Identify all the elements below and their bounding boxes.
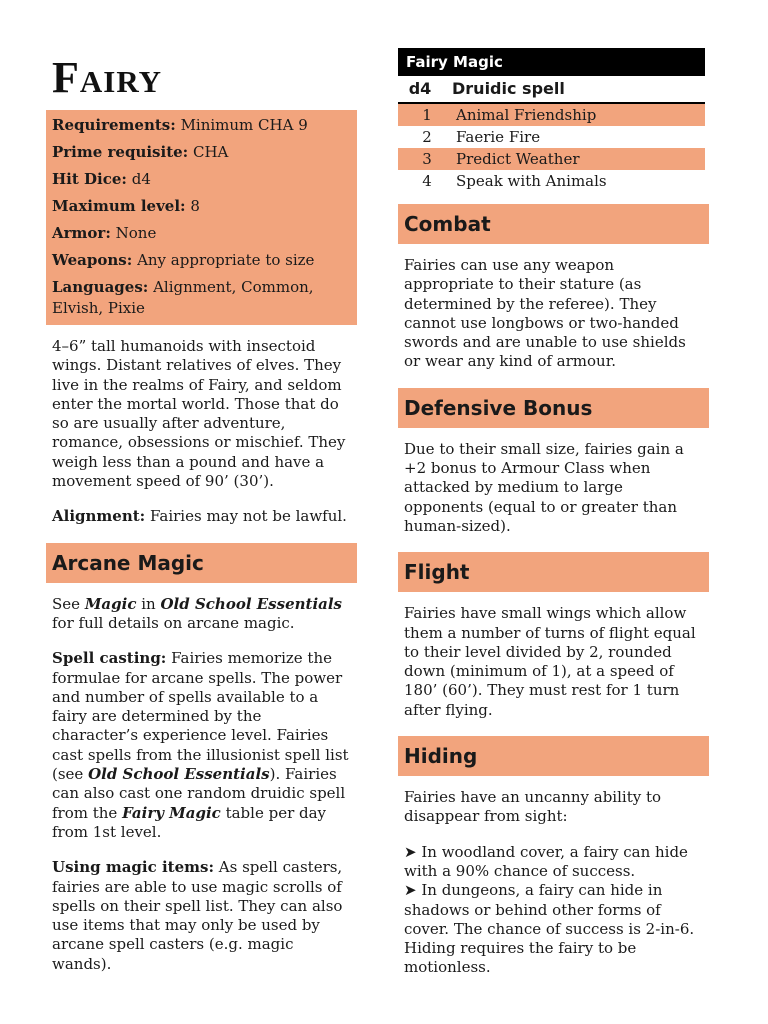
text-run: in [136,594,161,613]
roll-cell: 4 [422,172,432,190]
stat-maximum-level [52,196,351,217]
magic-items-text: As spell casters, fairies are able to use magic scrolls of spells on their spell list. They can also use items that may only be used by arcane spell casters (e.g. magic wands). [52,858,343,973]
spell-casting-paragraph [46,649,357,842]
spell-cell: Faerie Fire [456,128,541,146]
roll-cell: 3 [422,150,432,168]
hiding-dungeons: ➤ In dungeons, a fairy can hide in shadows or behind other forms of cover. The chance of success is 2-in-6. Hiding requires the fairy to be motionless. [404,881,695,977]
spacer [398,192,709,204]
right-column [398,48,709,978]
spacer [46,633,357,649]
description-paragraph: 4–6” tall humanoids with insectoid wings. Distant relatives of elves. They live in the realms of Fairy, and seldom enter the mortal world. Those that do so are usually after adventure, romance, obsessions or mischief. They weigh less than a pound and have a movement speed of 90’ (30’). [52,337,346,491]
text-run: See [52,594,85,613]
defensive-bonus-heading: Defensive Bonus [398,388,709,428]
spell-cell: Animal Friendship [456,106,597,124]
spacer [398,776,709,788]
spacer [398,244,709,256]
text-run: table per day from 1st level. [52,803,327,841]
defensive-bonus-paragraph: Due to their small size, fairies gain a +2 bonus to Armour Class when attacked by medium to large opponents (equal to or greater than human-sized). [404,439,684,535]
stat-requirements [52,115,351,136]
arcane-magic-intro [46,595,357,634]
flight-paragraph: Fairies have small wings which allow them a number of turns of flight equal to their level divided by 2, rounded down (minimum of 1), at a speed of 180’ (60’). They must rest for 1 turn after flying. [404,604,696,719]
spacer [46,527,357,543]
magic-ref: Magic [84,594,137,613]
table-title: Fairy Magic [398,48,705,76]
spacer [398,827,709,843]
text-run: Fairies memorize the formulae for arcane spells. The power and number of spells available to a fairy are determined by the character’s experience level. Fairies cast spells from the illusionist spell list (see [52,649,349,784]
text-run: ). Fairies can also cast one random druidic spell from the [52,765,346,822]
spacer [46,491,357,507]
spacer [46,325,357,337]
book-ref: Old School Essentials [88,765,270,784]
hiding-woodland: ➤ In woodland cover, a fairy can hide with a 90% chance of success. [404,842,688,880]
stat-armor [52,223,351,244]
stat-box [46,110,357,325]
text-run: for full details on arcane magic. [52,613,295,632]
stat-weapons [52,250,351,271]
spacer [46,583,357,595]
spacer [46,842,357,858]
stat-value: Minimum CHA 9 [180,116,308,134]
stat-label: Weapons: [52,251,133,269]
stat-label: Hit Dice: [52,170,127,188]
column-header-die: d4 [408,79,432,98]
combat-paragraph: Fairies can use any weapon appropriate to their stature (as determined by the referee). They cannot use longbows or two-handed swords and are unable to use shields or wear any kind of armour. [404,256,686,371]
left-column [46,52,357,974]
roll-cell: 2 [422,128,432,146]
flight-heading: Flight [398,552,709,592]
stat-languages [52,277,351,319]
table-row [398,104,705,126]
roll-cell: 1 [422,106,432,124]
table-row [398,126,705,148]
column-header-spell: Druidic spell [452,79,565,98]
stat-value: Alignment, Common, Elvish, Pixie [52,278,314,317]
table-row [398,148,705,170]
hiding-intro: Fairies have an uncanny ability to disappear from sight: [404,788,662,826]
stat-value: None [115,224,157,242]
table-ref: Fairy Magic [122,803,221,822]
spell-casting-label: Spell casting: [52,649,167,668]
stat-label: Requirements: [52,116,176,134]
spacer [398,428,709,440]
spacer [398,592,709,604]
stat-label: Languages: [52,278,149,296]
alignment-label: Alignment: [52,507,146,526]
table-header [398,76,705,104]
alignment-text: Fairies may not be lawful. [150,507,347,526]
stat-value: d4 [131,170,151,188]
book-ref: Old School Essentials [160,594,343,613]
arcane-magic-heading: Arcane Magic [46,543,357,583]
hiding-heading: Hiding [398,736,709,776]
table-row [398,170,705,192]
fairy-magic-table [398,48,705,192]
spacer [398,720,709,736]
spacer [398,536,709,552]
stat-label: Maximum level: [52,197,186,215]
stat-value: 8 [190,197,200,215]
stat-hit-dice [52,169,351,190]
stat-value: CHA [193,143,229,161]
page-title: Fairy [52,53,163,102]
stat-label: Armor: [52,224,111,242]
magic-items-label: Using magic items: [52,858,214,877]
spell-cell: Speak with Animals [456,172,607,190]
alignment-paragraph [46,507,357,526]
spell-cell: Predict Weather [456,150,580,168]
stat-value: Any appropriate to size [137,251,315,269]
stat-label: Prime requisite: [52,143,189,161]
spacer [398,372,709,388]
stat-prime-requisite [52,142,351,163]
magic-items-paragraph [46,858,357,974]
combat-heading: Combat [398,204,709,244]
